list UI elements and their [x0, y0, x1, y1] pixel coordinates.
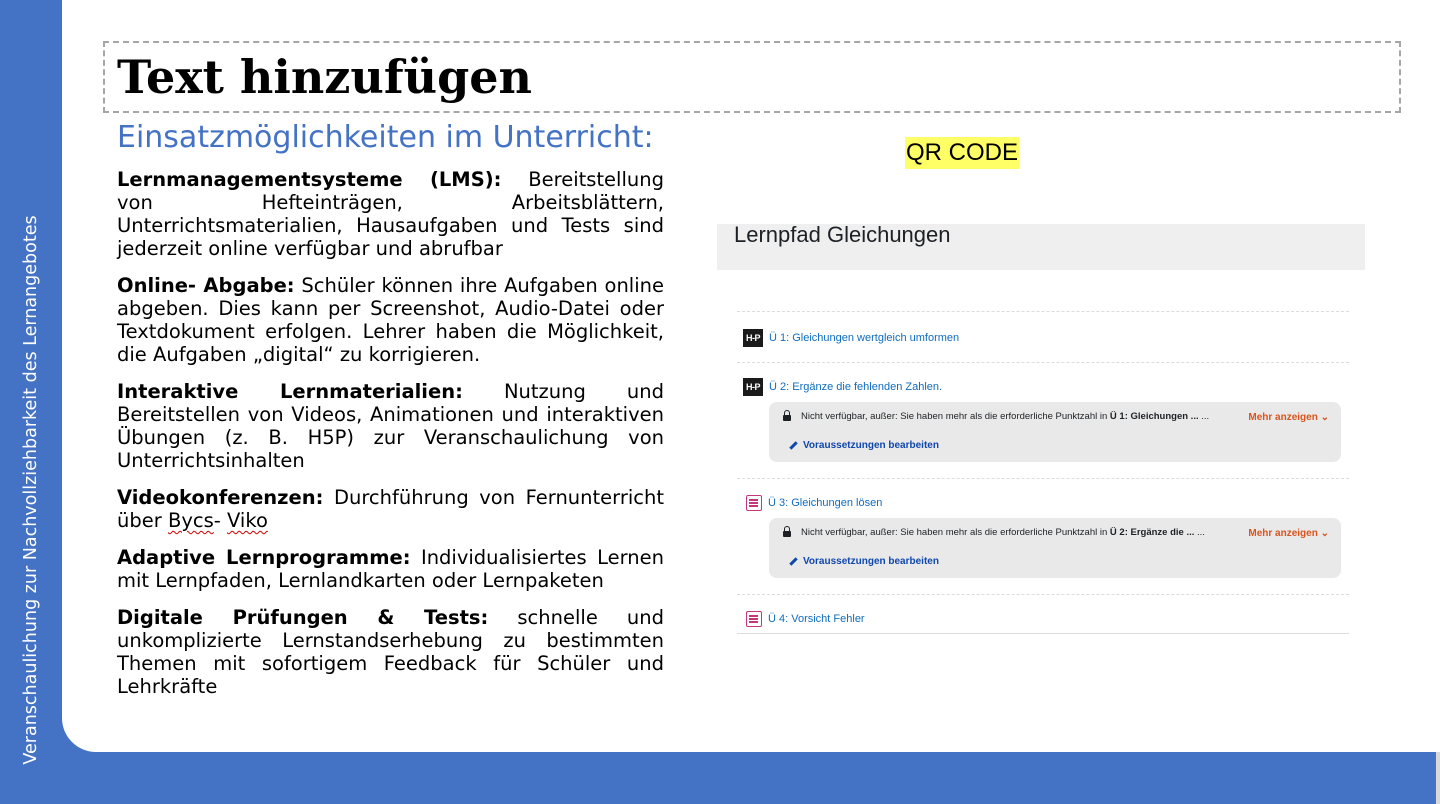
divider	[737, 311, 1349, 312]
h5p-icon: H-P	[743, 329, 763, 347]
restriction-prefix: Nicht verfügbar, außer: Sie haben mehr als die erforderliche Punktzahl in	[801, 411, 1110, 422]
pencil-icon	[789, 557, 797, 565]
paragraph-adaptive	[117, 546, 664, 592]
activity-link-4[interactable]: Ü 4: Vorsicht Fehler	[768, 613, 865, 625]
show-more-label: Mehr anzeigen	[1248, 412, 1318, 423]
spellcheck-word-bycs: Bycs	[167, 509, 214, 532]
window-edge	[1436, 752, 1440, 804]
course-title: Lernpfad Gleichungen	[734, 224, 951, 247]
text-interaktive: Nutzung und Bereitstellen von Videos, Animationen und interaktiven Übungen (z. B. H5P) zur Veranschaulichung von Unterrichtsinhalten	[117, 380, 664, 472]
activity-link-2[interactable]: Ü 2: Ergänze die fehlenden Zahlen.	[769, 381, 943, 393]
restriction-target: Ü 2: Ergänze die ...	[1109, 527, 1195, 538]
activity-row-1[interactable]	[743, 328, 959, 348]
sidebar-vertical-label: Veranschaulichung zur Nachvollziehbarkeit des Lernangebotes	[21, 215, 41, 765]
text-pruefungen: schnelle und unkomplizierte Lernstandserhebung zu bestimmten Themen mit sofortigem Feedback für Schüler und Lehrkräfte	[117, 606, 665, 698]
lock-icon	[783, 531, 791, 537]
text-videokonferenzen: Durchführung von Fernunterricht über	[117, 486, 664, 532]
restriction-box-2	[769, 518, 1341, 578]
activity-row-2[interactable]	[743, 377, 942, 397]
lock-icon	[783, 415, 791, 421]
text-lms: Bereitstellung von Hefteinträgen, Arbeitsblättern, Unterrichtsmaterialien, Hausaufgaben und Tests sind jederzeit online verfügbar und abrufbar	[117, 168, 664, 260]
restriction-prefix: Nicht verfügbar, außer: Sie haben mehr als die erforderliche Punktzahl in	[801, 527, 1110, 538]
show-more-link-1[interactable]	[1248, 412, 1329, 423]
divider	[737, 478, 1349, 479]
edit-restrictions-link-1[interactable]	[789, 440, 939, 451]
paragraph-interaktive	[117, 380, 664, 472]
term-lms: Lernmanagementsysteme (LMS):	[117, 168, 502, 191]
term-online-abgabe: Online- Abgabe:	[117, 274, 295, 297]
activity-link-3[interactable]: Ü 3: Gleichungen lösen	[768, 497, 883, 509]
text-online-abgabe: Schüler können ihre Aufgaben online abgeben. Dies kann per Screenshot, Audio-Datei oder Textdokument erfolgen. Lehrer haben die Möglichkeit, die Aufgaben „digital“ zu korrigieren.	[117, 274, 665, 366]
chevron-down-icon: ⌄	[1320, 412, 1329, 423]
term-pruefungen: Digitale Prüfungen & Tests:	[117, 606, 489, 629]
slide-canvas	[62, 0, 1440, 752]
edit-restrictions-link-2[interactable]	[789, 556, 939, 567]
term-interaktive: Interaktive Lernmaterialien:	[117, 380, 463, 403]
text-videokonferenzen-mid: -	[213, 509, 228, 532]
show-more-label: Mehr anzeigen	[1248, 528, 1318, 539]
restriction-text-1	[783, 411, 1209, 422]
paragraph-videokonferenzen	[117, 486, 664, 532]
edit-restrictions-label: Voraussetzungen bearbeiten	[803, 556, 939, 567]
restriction-suffix: ...	[1198, 411, 1210, 422]
divider	[737, 362, 1349, 363]
course-header	[717, 224, 1365, 270]
activity-row-4[interactable]	[743, 609, 865, 629]
divider	[737, 633, 1349, 634]
term-videokonferenzen: Videokonferenzen:	[117, 486, 324, 509]
paragraph-online-abgabe	[117, 274, 664, 366]
activity-link-1[interactable]: Ü 1: Gleichungen wertgleich umformen	[769, 332, 960, 344]
moodle-course-screenshot	[717, 224, 1365, 640]
slide-subtitle: Einsatzmöglichkeiten im Unterricht:	[117, 120, 654, 155]
page-icon	[746, 611, 762, 627]
activity-row-3[interactable]	[743, 493, 882, 513]
term-adaptive: Adaptive Lernprogramme:	[117, 546, 411, 569]
vertical-sidebar	[0, 0, 62, 804]
edit-restrictions-label: Voraussetzungen bearbeiten	[803, 440, 939, 451]
show-more-link-2[interactable]	[1248, 528, 1329, 539]
chevron-down-icon: ⌄	[1320, 528, 1329, 539]
divider	[737, 594, 1349, 595]
restriction-text-2	[783, 527, 1205, 538]
spellcheck-word-viko: Viko	[227, 509, 268, 532]
restriction-target: Ü 1: Gleichungen ...	[1109, 411, 1199, 422]
slide-title[interactable]: Text hinzufügen	[117, 50, 532, 104]
qr-code-placeholder: QR CODE	[905, 137, 1019, 169]
restriction-suffix: ...	[1194, 527, 1205, 538]
content-text-box[interactable]	[117, 168, 664, 712]
text-adaptive: Individualisiertes Lernen mit Lernpfaden, Lernlandkarten oder Lernpaketen	[117, 546, 664, 592]
h5p-icon: H-P	[743, 378, 763, 396]
page-icon	[746, 495, 762, 511]
paragraph-pruefungen	[117, 606, 664, 698]
title-placeholder[interactable]	[103, 41, 1401, 113]
pencil-icon	[789, 441, 797, 449]
paragraph-lms	[117, 168, 664, 260]
restriction-box-1	[769, 402, 1341, 462]
